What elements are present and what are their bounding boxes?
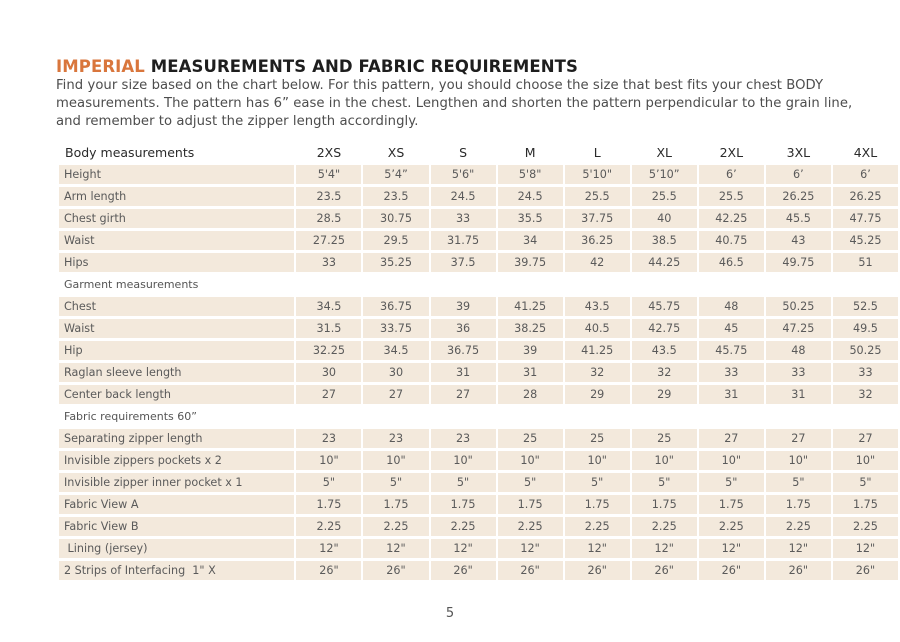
table-cell: 5'4" <box>296 165 361 184</box>
table-cell: 2.25 <box>833 517 898 536</box>
table-cell: 36.75 <box>363 297 428 316</box>
table-cell: 31 <box>498 363 563 382</box>
table-row <box>59 539 898 558</box>
table-cell: 26" <box>498 561 563 580</box>
table-cell: 28 <box>498 385 563 404</box>
table-cell: 41.25 <box>498 297 563 316</box>
table-cell: 35.5 <box>498 209 563 228</box>
table-cell: 32 <box>565 363 630 382</box>
table-cell: 26" <box>766 561 831 580</box>
table-cell: 42.25 <box>699 209 764 228</box>
table-cell: 25 <box>632 429 697 448</box>
column-header-size: S <box>459 144 468 160</box>
table-cell: 1.75 <box>363 495 428 514</box>
table-cell: 47.75 <box>833 209 898 228</box>
table-cell: 10" <box>296 451 361 470</box>
table-cell: 33 <box>766 363 831 382</box>
table-cell: 26" <box>431 561 496 580</box>
table-cell: 5" <box>632 473 697 492</box>
table-cell: 43 <box>766 231 831 250</box>
table-cell: 33 <box>699 363 764 382</box>
table-row <box>59 451 898 470</box>
row-label: Waist <box>59 319 294 338</box>
row-label: Fabric View B <box>59 517 294 536</box>
table-cell: 2.25 <box>766 517 831 536</box>
table-cell: 5'10" <box>565 165 630 184</box>
table-cell: 23 <box>363 429 428 448</box>
table-cell: 6’ <box>766 165 831 184</box>
table-cell: 27 <box>699 429 764 448</box>
table-cell: 25 <box>565 429 630 448</box>
table-cell: 43.5 <box>565 297 630 316</box>
table-cell: 10" <box>699 451 764 470</box>
table-cell: 39 <box>431 297 496 316</box>
table-cell: 30.75 <box>363 209 428 228</box>
table-cell: 5" <box>699 473 764 492</box>
table-cell: 1.75 <box>766 495 831 514</box>
table-row <box>59 429 898 448</box>
table-cell: 12" <box>363 539 428 558</box>
table-cell: 10" <box>431 451 496 470</box>
table-cell: 5'8" <box>498 165 563 184</box>
column-header-size: L <box>593 144 601 160</box>
table-row <box>59 385 898 404</box>
table-cell: 12" <box>431 539 496 558</box>
table-row <box>59 495 898 514</box>
table-cell: 34.5 <box>296 297 361 316</box>
table-cell: 26" <box>565 561 630 580</box>
table-cell: 37.5 <box>431 253 496 272</box>
row-label: Center back length <box>59 385 294 404</box>
table-cell: 31.5 <box>296 319 361 338</box>
table-row <box>59 363 898 382</box>
page-title <box>56 57 578 76</box>
section-title: Garment measurements <box>64 278 199 291</box>
table-row <box>59 341 898 360</box>
table-cell: 34.5 <box>363 341 428 360</box>
table-cell: 23.5 <box>363 187 428 206</box>
table-cell: 5" <box>833 473 898 492</box>
table-cell: 10" <box>498 451 563 470</box>
table-cell: 10" <box>632 451 697 470</box>
table-cell: 26" <box>632 561 697 580</box>
table-cell: 1.75 <box>431 495 496 514</box>
table-cell: 2.25 <box>498 517 563 536</box>
table-row <box>59 253 898 272</box>
table-cell: 26" <box>363 561 428 580</box>
table-cell: 5" <box>565 473 630 492</box>
row-label: Arm length <box>59 187 294 206</box>
row-label: Height <box>59 165 294 184</box>
table-cell: 10" <box>565 451 630 470</box>
table-cell: 45 <box>699 319 764 338</box>
page-title-rest: MEASUREMENTS AND FABRIC REQUIREMENTS <box>144 57 579 76</box>
column-header-size: XL <box>656 144 673 160</box>
page-number: 5 <box>445 606 455 621</box>
section-title: Fabric requirements 60” <box>64 410 197 423</box>
table-row <box>59 231 898 250</box>
row-label: Chest <box>59 297 294 316</box>
table-cell: 42.75 <box>632 319 697 338</box>
table-cell: 51 <box>833 253 898 272</box>
table-cell: 12" <box>296 539 361 558</box>
table-cell: 25.5 <box>565 187 630 206</box>
section-header-row <box>59 275 898 294</box>
table-cell: 12" <box>632 539 697 558</box>
table-cell: 36 <box>431 319 496 338</box>
table-cell: 5" <box>431 473 496 492</box>
row-label: Fabric View A <box>59 495 294 514</box>
table-cell: 37.75 <box>565 209 630 228</box>
column-header-label: Body measurements <box>65 144 195 160</box>
table-cell: 45.25 <box>833 231 898 250</box>
table-cell: 1.75 <box>565 495 630 514</box>
column-header-size: XS <box>387 144 405 160</box>
table-cell: 41.25 <box>565 341 630 360</box>
table-cell: 25 <box>498 429 563 448</box>
table-cell: 28.5 <box>296 209 361 228</box>
table-cell: 27 <box>431 385 496 404</box>
table-row <box>59 561 898 580</box>
table-cell: 34 <box>498 231 563 250</box>
column-header-size: M <box>524 144 536 160</box>
row-label: Separating zipper length <box>59 429 294 448</box>
table-cell: 36.25 <box>565 231 630 250</box>
table-cell: 24.5 <box>498 187 563 206</box>
table-cell: 29.5 <box>363 231 428 250</box>
table-cell: 32 <box>632 363 697 382</box>
table-cell: 12" <box>833 539 898 558</box>
table-cell: 31.75 <box>431 231 496 250</box>
table-row <box>59 517 898 536</box>
table-cell: 6’ <box>833 165 898 184</box>
table-cell: 1.75 <box>498 495 563 514</box>
table-cell: 26" <box>296 561 361 580</box>
column-header-size: 4XL <box>853 144 878 160</box>
table-cell: 27 <box>833 429 898 448</box>
row-label: Hip <box>59 341 294 360</box>
table-cell: 27 <box>766 429 831 448</box>
column-header-size: 2XS <box>316 144 342 160</box>
table-cell: 27 <box>296 385 361 404</box>
table-cell: 12" <box>498 539 563 558</box>
row-label: Hips <box>59 253 294 272</box>
table-cell: 49.5 <box>833 319 898 338</box>
table-cell: 26" <box>699 561 764 580</box>
table-cell: 39.75 <box>498 253 563 272</box>
table-cell: 23 <box>431 429 496 448</box>
table-cell: 10" <box>766 451 831 470</box>
table-cell: 31 <box>766 385 831 404</box>
table-cell: 45.75 <box>632 297 697 316</box>
table-cell: 23 <box>296 429 361 448</box>
table-cell: 29 <box>632 385 697 404</box>
table-cell: 40 <box>632 209 697 228</box>
table-cell: 27 <box>363 385 428 404</box>
page-title-accent: IMPERIAL <box>56 57 145 76</box>
table-cell: 23.5 <box>296 187 361 206</box>
table-cell: 32 <box>833 385 898 404</box>
table-cell: 2.25 <box>296 517 361 536</box>
table-cell: 2.25 <box>431 517 496 536</box>
table-cell: 30 <box>363 363 428 382</box>
table-row <box>59 473 898 492</box>
table-cell: 35.25 <box>363 253 428 272</box>
table-row <box>59 165 898 184</box>
table-cell: 25.5 <box>632 187 697 206</box>
table-cell: 12" <box>699 539 764 558</box>
table-row <box>59 187 898 206</box>
table-row <box>59 297 898 316</box>
column-header-size: 3XL <box>786 144 811 160</box>
table-cell: 44.25 <box>632 253 697 272</box>
table-cell: 10" <box>363 451 428 470</box>
table-cell: 33 <box>431 209 496 228</box>
table-cell: 36.75 <box>431 341 496 360</box>
table-cell: 5" <box>766 473 831 492</box>
table-cell: 49.75 <box>766 253 831 272</box>
table-cell: 40.75 <box>699 231 764 250</box>
table-cell: 38.5 <box>632 231 697 250</box>
table-cell: 2.25 <box>632 517 697 536</box>
table-cell: 32.25 <box>296 341 361 360</box>
table-cell: 48 <box>699 297 764 316</box>
size-chart-table <box>57 139 900 583</box>
table-cell: 39 <box>498 341 563 360</box>
row-label: Invisible zippers pockets x 2 <box>59 451 294 470</box>
table-cell: 27.25 <box>296 231 361 250</box>
table-cell: 33 <box>296 253 361 272</box>
table-cell: 24.5 <box>431 187 496 206</box>
row-label: 2 Strips of Interfacing 1" X <box>59 561 294 580</box>
column-header-size: 2XL <box>719 144 744 160</box>
table-cell: 5" <box>296 473 361 492</box>
table-cell: 1.75 <box>632 495 697 514</box>
table-cell: 33.75 <box>363 319 428 338</box>
table-row <box>59 319 898 338</box>
row-label: Lining (jersey) <box>59 539 294 558</box>
table-cell: 26.25 <box>766 187 831 206</box>
table-cell: 5’4” <box>363 165 428 184</box>
table-cell: 45.5 <box>766 209 831 228</box>
table-cell: 5’10” <box>632 165 697 184</box>
table-cell: 29 <box>565 385 630 404</box>
row-label: Waist <box>59 231 294 250</box>
table-cell: 26" <box>833 561 898 580</box>
table-cell: 6’ <box>699 165 764 184</box>
table-cell: 12" <box>766 539 831 558</box>
row-label: Raglan sleeve length <box>59 363 294 382</box>
table-cell: 1.75 <box>296 495 361 514</box>
table-cell: 42 <box>565 253 630 272</box>
table-cell: 31 <box>431 363 496 382</box>
table-cell: 10" <box>833 451 898 470</box>
row-label: Invisible zipper inner pocket x 1 <box>59 473 294 492</box>
table-cell: 40.5 <box>565 319 630 338</box>
table-cell: 50.25 <box>766 297 831 316</box>
table-cell: 31 <box>699 385 764 404</box>
table-cell: 52.5 <box>833 297 898 316</box>
table-cell: 46.5 <box>699 253 764 272</box>
intro-paragraph: Find your size based on the chart below. For this pattern, you should choose the size that best fits your chest BODY measurements. The pattern has 6” ease in the chest. Lengthen and shorten the pattern perpendicular to the grain line, and remember to adjust the zipper length accordingly. <box>56 78 853 129</box>
table-cell: 26.25 <box>833 187 898 206</box>
table-cell: 1.75 <box>833 495 898 514</box>
table-cell: 48 <box>766 341 831 360</box>
table-cell: 5" <box>498 473 563 492</box>
table-cell: 2.25 <box>699 517 764 536</box>
table-header-row <box>59 142 898 162</box>
table-cell: 2.25 <box>565 517 630 536</box>
row-label: Chest girth <box>59 209 294 228</box>
table-cell: 2.25 <box>363 517 428 536</box>
table-cell: 38.25 <box>498 319 563 338</box>
table-cell: 5" <box>363 473 428 492</box>
table-cell: 45.75 <box>699 341 764 360</box>
table-cell: 30 <box>296 363 361 382</box>
table-cell: 25.5 <box>699 187 764 206</box>
table-cell: 43.5 <box>632 341 697 360</box>
table-row <box>59 209 898 228</box>
table-cell: 1.75 <box>699 495 764 514</box>
section-header-row <box>59 407 898 426</box>
table-cell: 50.25 <box>833 341 898 360</box>
table-cell: 33 <box>833 363 898 382</box>
table-cell: 5'6" <box>431 165 496 184</box>
table-cell: 12" <box>565 539 630 558</box>
table-cell: 47.25 <box>766 319 831 338</box>
